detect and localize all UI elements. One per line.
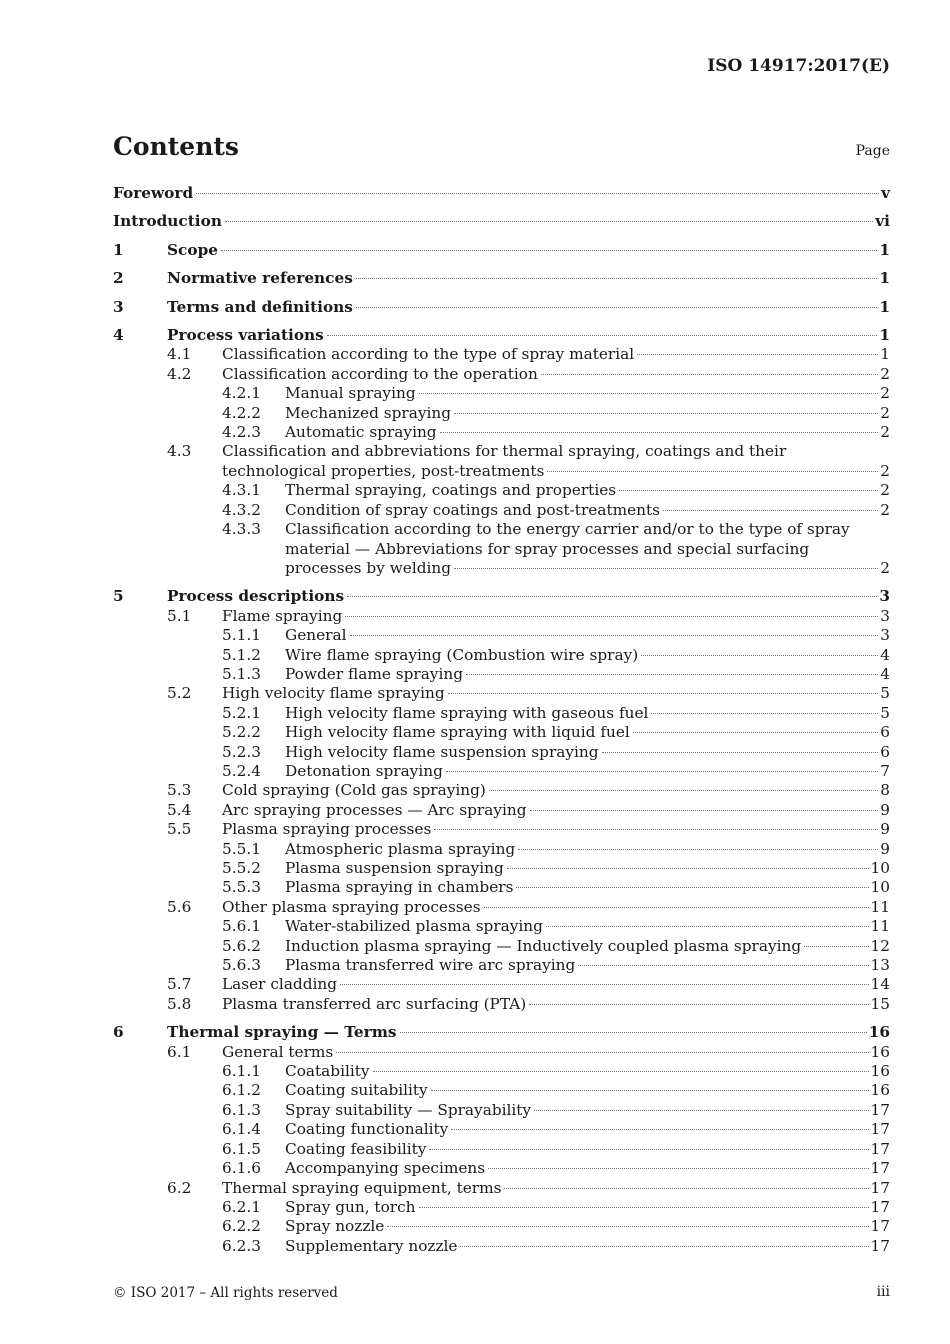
toc-entry-title: Spray gun, torch [285, 1197, 416, 1216]
toc-entry-page: 16 [870, 1081, 890, 1100]
toc-entry-number: 4 [113, 326, 124, 345]
toc-entry[interactable] [113, 365, 890, 384]
dot-leader [637, 354, 878, 355]
page-number: iii [876, 1284, 890, 1300]
toc-entry[interactable] [113, 626, 890, 645]
toc-entry-number: 4.1 [167, 345, 192, 364]
toc-entry-title: Cold spraying (Cold gas spraying) [222, 781, 486, 800]
toc-entry[interactable] [113, 1237, 890, 1256]
toc-entry-number: 5.6.1 [222, 917, 261, 936]
toc-entry-number: 6.1.4 [222, 1120, 261, 1139]
toc-entry-title: Scope [167, 240, 218, 259]
toc-entry-page: 16 [868, 1023, 890, 1042]
toc-entry-title: Terms and definitions [167, 297, 353, 316]
toc-entry[interactable] [113, 1023, 890, 1042]
toc-entry-title: Thermal spraying, coatings and properties [285, 481, 617, 500]
dot-leader [345, 616, 878, 617]
toc-entry[interactable] [113, 859, 890, 878]
toc-entry-title: Laser cladding [222, 975, 338, 994]
toc-entry[interactable] [113, 1062, 890, 1081]
dot-leader [387, 1226, 868, 1227]
toc-entry-number: 5.2.1 [222, 703, 261, 722]
toc-entry-page: 15 [870, 994, 890, 1013]
toc-entry[interactable] [113, 975, 890, 994]
dot-leader [356, 278, 878, 279]
toc-entry-number: 6.1.2 [222, 1081, 261, 1100]
toc-entry-title: Water-stabilized plasma spraying [285, 917, 543, 936]
toc-entry-page: 10 [870, 859, 890, 877]
toc-entry-number: 5.2.3 [222, 742, 261, 761]
toc-entry-title: Introduction [113, 212, 222, 231]
dot-leader [529, 1004, 868, 1005]
toc-entry-number: 5.1 [167, 606, 192, 625]
toc-entry-title: Coatability [285, 1062, 370, 1081]
toc-entry-title: material — Abbreviations for spray processes and special surfacing [285, 539, 810, 558]
toc-entry-title: Induction plasma spraying — Inductively coupled plasma spraying [285, 936, 802, 955]
toc-entry[interactable] [113, 384, 890, 403]
toc-entry[interactable] [113, 607, 890, 626]
dot-leader [454, 568, 878, 569]
toc-entry-title: Coating suitability [285, 1081, 428, 1100]
toc-entry-number: 4.3.2 [222, 500, 261, 519]
toc-entry-title: Foreword [113, 184, 194, 202]
dot-leader [429, 1149, 868, 1150]
toc-entry-title: Spray suitability — Sprayability [285, 1100, 532, 1119]
toc-entry-page: 16 [870, 1062, 890, 1081]
toc-entry[interactable] [113, 723, 890, 742]
toc-entry-page: 17 [870, 1159, 890, 1178]
toc-entry-number: 5.2 [167, 684, 192, 703]
toc-entry[interactable] [113, 241, 890, 260]
toc-entry-title: Powder flame spraying [285, 664, 463, 683]
toc-entry-number: 5.1.3 [222, 664, 261, 683]
toc-entry-title: Automatic spraying [285, 423, 437, 442]
toc-entry-number: 5.1.2 [222, 645, 261, 664]
dot-leader [451, 1129, 868, 1130]
toc-entry-title: Manual spraying [285, 384, 416, 403]
dot-leader [663, 510, 878, 511]
toc-entry-title: Process variations [167, 326, 324, 345]
dot-leader [419, 1207, 869, 1208]
toc-entry[interactable] [113, 481, 890, 500]
dot-leader [488, 1168, 868, 1169]
dot-leader [489, 790, 878, 791]
toc-entry-page: 2 [880, 461, 890, 480]
toc-entry[interactable] [113, 840, 890, 859]
toc-entry-title: Supplementary nozzle [285, 1236, 458, 1255]
toc-entry-number: 5.6 [167, 897, 192, 916]
toc-entry[interactable] [113, 956, 890, 975]
toc-entry-title: Arc spraying processes — Arc spraying [222, 800, 527, 819]
toc-entry[interactable] [113, 704, 890, 723]
dot-leader [547, 471, 878, 472]
toc-entry-number: 5.5.1 [222, 839, 261, 858]
toc-entry-page: vi [875, 212, 890, 231]
toc-entry-page: 1 [880, 345, 890, 364]
toc-entry-title: Atmospheric plasma spraying [285, 839, 516, 858]
toc-entry-number: 6.1 [167, 1042, 192, 1061]
toc-entry-number: 4.3.1 [222, 481, 261, 500]
toc-entry-number: 6.2.2 [222, 1217, 261, 1236]
toc-entry[interactable] [113, 820, 890, 839]
toc-entry-page: 17 [870, 1139, 890, 1158]
toc-entry[interactable] [113, 1159, 890, 1178]
copyright-notice: © ISO 2017 – All rights reserved [113, 1285, 338, 1301]
toc-entry-title: General [285, 626, 347, 645]
toc-entry[interactable] [113, 1198, 890, 1217]
dot-leader [221, 250, 877, 251]
toc-entry-page: 17 [870, 1120, 890, 1139]
toc-entry-number: 6.2 [167, 1178, 192, 1197]
toc-entry[interactable] [113, 212, 890, 231]
toc-entry-title: Plasma suspension spraying [285, 859, 504, 877]
dot-leader [504, 1188, 868, 1189]
toc-entry[interactable] [113, 995, 890, 1014]
dot-leader [373, 1071, 869, 1072]
toc-entry-page: 1 [879, 269, 890, 288]
toc-entry-page: 3 [880, 626, 890, 645]
toc-entry-number: 2 [113, 269, 124, 288]
toc-entry[interactable] [113, 442, 890, 481]
dot-leader [419, 393, 879, 394]
toc-entry[interactable] [113, 898, 890, 917]
toc-entry-page: 17 [870, 1100, 890, 1119]
toc-entry-page: 9 [880, 839, 890, 858]
toc-entry[interactable] [113, 404, 890, 423]
toc-entry-page: 3 [879, 587, 890, 606]
page-column-label: Page [855, 143, 890, 159]
toc-entry-page: v [881, 184, 890, 202]
dot-leader [534, 1110, 868, 1111]
dot-leader [460, 1246, 868, 1247]
toc-entry-page: 2 [880, 403, 890, 422]
toc-entry[interactable] [113, 1101, 890, 1120]
toc-entry-title: Classification according to the energy carrier and/or to the type of spray [285, 520, 850, 539]
toc-entry-page: 8 [880, 781, 890, 800]
toc-entry-page: 16 [870, 1042, 890, 1061]
document-id: ISO 14917:2017(E) [707, 56, 890, 76]
toc-entry[interactable] [113, 878, 890, 897]
toc-entry[interactable] [113, 423, 890, 442]
toc-entry-number: 4.3 [167, 442, 192, 461]
dot-leader [347, 596, 877, 597]
toc-entry-number: 5.1.1 [222, 626, 261, 645]
toc-entry[interactable] [113, 269, 890, 288]
dot-leader [448, 693, 879, 694]
toc-entry-title: High velocity flame spraying with liquid fuel [285, 723, 630, 742]
dot-leader [454, 413, 878, 414]
toc-entry[interactable] [113, 1081, 890, 1100]
toc-entry-page: 11 [870, 917, 890, 936]
toc-entry-number: 1 [113, 240, 124, 259]
toc-entry-title: Normative references [167, 269, 353, 288]
dot-leader [196, 193, 879, 194]
toc-entry-page: 5 [880, 703, 890, 722]
toc-entry-number: 5.7 [167, 975, 192, 994]
toc-entry-number: 5.3 [167, 781, 192, 800]
toc-entry-number: 5.6.3 [222, 956, 261, 975]
toc-entry-title: Classification according to the type of spray material [222, 345, 635, 364]
page-title: Contents [113, 132, 240, 161]
dot-leader [400, 1032, 867, 1033]
toc-entry[interactable] [113, 684, 890, 703]
toc-entry-title: Spray nozzle [285, 1217, 385, 1236]
dot-leader [225, 221, 873, 222]
toc-entry-title: Other plasma spraying processes [222, 897, 481, 916]
dot-leader [336, 1052, 868, 1053]
toc-entry-number: 6.1.3 [222, 1100, 261, 1119]
toc-entry[interactable] [113, 1043, 890, 1062]
toc-entry-page: 9 [880, 820, 890, 839]
toc-entry-number: 5.4 [167, 800, 192, 819]
toc-entry-page: 12 [870, 936, 890, 955]
toc-entry[interactable] [113, 326, 890, 345]
toc-entry[interactable] [113, 762, 890, 781]
toc-entry-page: 2 [880, 423, 890, 442]
toc-entry[interactable] [113, 665, 890, 684]
toc-entry-number: 6.1.6 [222, 1159, 261, 1178]
toc-entry-page: 2 [880, 364, 890, 383]
toc-entry[interactable] [113, 937, 890, 956]
toc-entry-number: 6.1.5 [222, 1139, 261, 1158]
toc-entry-page: 1 [879, 297, 890, 316]
toc-entry-page: 9 [880, 800, 890, 819]
toc-entry-title: General terms [222, 1042, 334, 1061]
toc-entry-page: 13 [870, 956, 890, 975]
table-of-contents [113, 184, 890, 1256]
dot-leader [518, 849, 878, 850]
toc-entry-page: 1 [879, 240, 890, 259]
dot-leader [804, 946, 868, 947]
toc-entry-number: 5.5.3 [222, 878, 261, 897]
toc-entry[interactable] [113, 1140, 890, 1159]
toc-entry-number: 5.2.4 [222, 761, 261, 780]
dot-leader [651, 713, 878, 714]
toc-entry[interactable] [113, 520, 890, 578]
toc-entry[interactable] [113, 184, 890, 203]
toc-entry-title: Detonation spraying [285, 761, 443, 780]
dot-leader [340, 984, 868, 985]
toc-entry-page: 2 [880, 384, 890, 403]
toc-entry-number: 4.3.3 [222, 520, 261, 539]
toc-entry-number: 6.2.1 [222, 1197, 261, 1216]
toc-entry-title: High velocity flame spraying with gaseous fuel [285, 703, 649, 722]
toc-entry-page: 17 [870, 1197, 890, 1216]
toc-entry-page: 4 [880, 645, 890, 664]
toc-entry-title: High velocity flame suspension spraying [285, 742, 599, 761]
dot-leader [356, 307, 877, 308]
toc-entry[interactable] [113, 917, 890, 936]
dot-leader [466, 674, 878, 675]
toc-entry[interactable] [113, 587, 890, 606]
toc-entry-number: 5 [113, 587, 124, 606]
dot-leader [633, 732, 878, 733]
dot-leader [578, 965, 868, 966]
dot-leader [431, 1090, 869, 1091]
toc-entry[interactable] [113, 743, 890, 762]
toc-entry-title: High velocity flame spraying [222, 684, 445, 703]
toc-entry-page: 7 [880, 761, 890, 780]
toc-entry-title: Coating feasibility [285, 1139, 427, 1158]
toc-entry-number: 5.5.2 [222, 859, 261, 877]
dot-leader [541, 374, 878, 375]
toc-entry-number: 6 [113, 1023, 124, 1042]
toc-entry[interactable] [113, 781, 890, 800]
toc-entry-title: Wire flame spraying (Combustion wire spray) [285, 645, 639, 664]
toc-entry-page: 3 [880, 606, 890, 625]
toc-entry-page: 4 [880, 664, 890, 683]
toc-entry[interactable] [113, 801, 890, 820]
toc-entry-number: 5.2.2 [222, 723, 261, 742]
dot-leader [327, 335, 878, 336]
toc-entry-number: 5.8 [167, 994, 192, 1013]
toc-entry-number: 3 [113, 297, 124, 316]
toc-entry-title: Flame spraying [222, 606, 343, 625]
toc-entry-page: 2 [880, 481, 890, 500]
toc-entry-page: 2 [880, 500, 890, 519]
toc-entry[interactable] [113, 501, 890, 520]
dot-leader [530, 810, 879, 811]
toc-entry-title: Plasma transferred arc surfacing (PTA) [222, 994, 527, 1013]
toc-entry[interactable] [113, 298, 890, 317]
toc-entry-number: 6.1.1 [222, 1062, 261, 1081]
toc-entry-title: Process descriptions [167, 587, 345, 606]
toc-entry-title: Condition of spray coatings and post-treatments [285, 500, 660, 519]
toc-entry-page: 11 [870, 897, 890, 916]
toc-entry-page: 17 [870, 1178, 890, 1197]
toc-entry-page: 6 [880, 742, 890, 761]
toc-entry-page: 1 [879, 326, 890, 345]
dot-leader [434, 829, 878, 830]
toc-entry-number: 4.2.1 [222, 384, 261, 403]
dot-leader [619, 490, 878, 491]
toc-entry-page: 17 [870, 1217, 890, 1236]
toc-entry[interactable] [113, 1179, 890, 1198]
toc-entry-number: 5.6.2 [222, 936, 261, 955]
toc-entry[interactable] [113, 345, 890, 364]
dot-leader [484, 907, 869, 908]
toc-entry-number: 4.2.3 [222, 423, 261, 442]
toc-entry-title: Classification and abbreviations for thermal spraying, coatings and their [222, 442, 787, 461]
toc-entry[interactable] [113, 1217, 890, 1236]
toc-entry-number: 4.2 [167, 364, 192, 383]
toc-entry-title: Accompanying specimens [285, 1159, 486, 1178]
toc-entry-page: 5 [880, 684, 890, 703]
dot-leader [641, 655, 878, 656]
dot-leader [602, 752, 879, 753]
toc-entry-title: Plasma spraying in chambers [285, 878, 514, 897]
dot-leader [440, 432, 879, 433]
toc-entry-number: 5.5 [167, 820, 192, 839]
dot-leader [546, 926, 869, 927]
toc-entry-title: Plasma transferred wire arc spraying [285, 956, 576, 975]
toc-entry-title: technological properties, post-treatments [222, 461, 545, 480]
dot-leader [350, 635, 879, 636]
toc-entry-title: Mechanized spraying [285, 403, 452, 422]
toc-entry-title: Classification according to the operation [222, 364, 538, 383]
toc-entry-title: Thermal spraying equipment, terms [222, 1178, 502, 1197]
toc-entry-page: 10 [870, 878, 890, 897]
toc-entry-page: 17 [870, 1236, 890, 1255]
toc-entry-page: 6 [880, 723, 890, 742]
dot-leader [507, 868, 869, 869]
toc-entry-title: Coating functionality [285, 1120, 449, 1139]
toc-entry-number: 4.2.2 [222, 403, 261, 422]
toc-entry[interactable] [113, 1120, 890, 1139]
dot-leader [516, 887, 868, 888]
dot-leader [446, 771, 878, 772]
toc-entry-page: 14 [870, 975, 890, 994]
toc-entry[interactable] [113, 646, 890, 665]
toc-entry-page: 2 [880, 558, 890, 577]
toc-entry-title: Plasma spraying processes [222, 820, 432, 839]
toc-entry-number: 6.2.3 [222, 1236, 261, 1255]
toc-entry-title: processes by welding [285, 558, 452, 577]
toc-entry-title: Thermal spraying — Terms [167, 1023, 397, 1042]
